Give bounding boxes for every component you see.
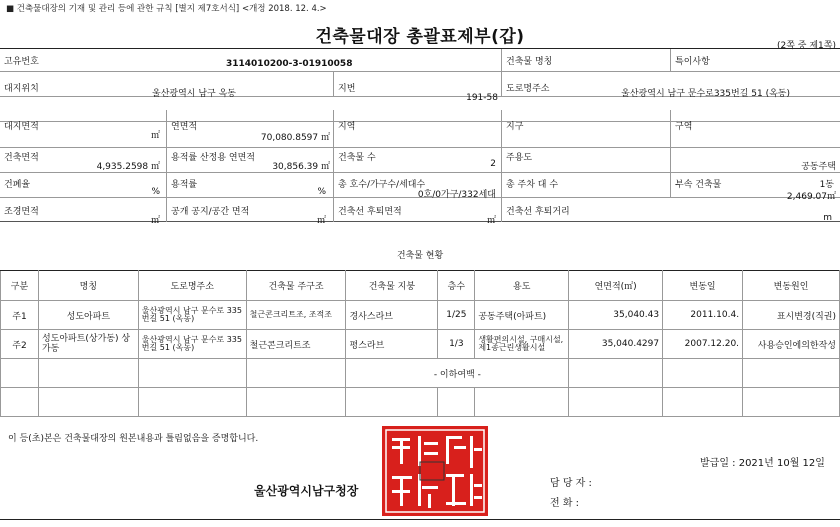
table-row (1, 359, 840, 388)
row-reason: 사용승인에의한작성 (743, 330, 840, 359)
site-location-value: 울산광역시 남구 옥동 (152, 89, 236, 99)
column-header: 건축물 주구조 (246, 271, 346, 301)
far-floor-area-value: 30,856.39 ㎡ (272, 162, 330, 172)
page-indicator: (2쪽 중 제1쪽) (777, 41, 836, 51)
road-address-value: 울산광역시 남구 문수로335번길 51 (옥동) (621, 89, 790, 99)
open-space-label: 공개 공지/공간 면적 (171, 207, 250, 217)
column-header: 연면적(㎡) (569, 271, 663, 301)
issuing-authority: 울산광역시남구청장 (254, 484, 359, 498)
phone-label: 전 화 : (550, 498, 580, 509)
parking-count-label: 총 주차 대 수 (506, 180, 559, 190)
manager-label: 담 당 자 : (550, 478, 592, 489)
row-address: 울산광역시 남구 문수로 335번길 51 (옥동) (138, 301, 246, 330)
table-row (1, 388, 840, 417)
site-location-label: 대지위치 (4, 84, 39, 94)
row-area: 35,040.43 (569, 301, 663, 330)
area-label: 구역 (675, 122, 693, 132)
households-label: 총 호수/가구수/세대수 (338, 180, 426, 190)
district-label: 지구 (506, 122, 524, 132)
table-row (1, 330, 840, 359)
legal-reference: ■ 건축물대장의 기재 및 관리 등에 관한 규칙 [별지 제7호서식] <개정 2018. 12. 4.> (6, 4, 327, 14)
building-status-table (0, 270, 840, 417)
certification-text: 이 등(초)본은 건축물대장의 원본내용과 틀림없음을 증명합니다. (8, 434, 259, 444)
special-notes-label: 특이사항 (675, 57, 710, 67)
document-title: 건축물대장 총괄표제부(갑) (315, 27, 525, 47)
column-header: 도로명주소 (138, 271, 246, 301)
row-area: 35,040.4297 (569, 330, 663, 359)
row-roof: 경사스라브 (346, 301, 438, 330)
annex-building-label: 부속 건축물 (675, 180, 722, 190)
total-floor-area-value: 70,080.8597 ㎡ (260, 133, 330, 143)
site-area-label: 대지면적 (4, 122, 39, 132)
lot-no-value: 191-58 (466, 93, 498, 103)
summary-grid (0, 48, 840, 232)
annex-building-area: 2,469.07㎡ (786, 192, 836, 202)
row-floors: 1/25 (438, 301, 475, 330)
building-area-value: 4,935.2598 ㎡ (96, 162, 160, 172)
status-section-title: 건축물 현황 (396, 251, 444, 261)
bottom-rule (0, 519, 840, 520)
table-row (1, 301, 840, 330)
landscape-area-unit: ㎡ (150, 216, 160, 226)
column-header: 명칭 (38, 271, 138, 301)
row-use: 생활편의시설, 구매시설, 제1종근린생활시설 (475, 330, 569, 359)
column-header: 변동일 (663, 271, 743, 301)
setback-distance-unit: m (823, 213, 832, 223)
lot-no-label: 지번 (338, 84, 356, 94)
unique-no-label: 고유번호 (4, 57, 39, 67)
column-header: 층수 (438, 271, 475, 301)
column-header: 변동원인 (743, 271, 840, 301)
end-of-list-marker: - 이하여백 - (346, 359, 569, 388)
far-floor-area-label: 용적률 산정용 연면적 (171, 153, 255, 163)
row-structure: 철근콘크리트조, 조적조 (246, 301, 346, 330)
row-date: 2007.12.20. (663, 330, 743, 359)
total-floor-area-label: 연면적 (171, 122, 198, 132)
open-space-unit: ㎡ (316, 216, 326, 226)
setback-distance-label: 건축선 후퇴거리 (506, 207, 570, 217)
zone-label: 지역 (338, 122, 356, 132)
row-roof: 평스라브 (346, 330, 438, 359)
table-header-row (1, 271, 840, 301)
coverage-ratio-label: 건폐율 (4, 180, 31, 190)
row-kind: 주2 (1, 330, 39, 359)
households-value: 0호/0가구/332세대 (417, 190, 496, 200)
row-address: 울산광역시 남구 문수로 335번길 51 (옥동) (138, 330, 246, 359)
row-date: 2011.10.4. (663, 301, 743, 330)
column-header: 용도 (475, 271, 569, 301)
row-name: 성도아파트 (38, 301, 138, 330)
column-header: 구분 (1, 271, 39, 301)
row-reason: 표시변경(직권) (743, 301, 840, 330)
floor-area-ratio-label: 용적률 (171, 180, 198, 190)
road-address-label: 도로명주소 (506, 84, 550, 94)
official-seal-icon (380, 424, 490, 518)
building-count-label: 건축물 수 (338, 153, 376, 163)
setback-area-label: 건축선 후퇴면적 (338, 207, 402, 217)
row-use: 공동주택(아파트) (475, 301, 569, 330)
row-name: 성도아파트(상가동) 상가동 (38, 330, 138, 359)
main-use-label: 주용도 (506, 153, 533, 163)
unique-no-value: 3114010200-3-01910058 (226, 59, 353, 69)
building-count-value: 2 (490, 159, 496, 169)
row-structure: 철근콘크리트조 (246, 330, 346, 359)
landscape-area-label: 조경면적 (4, 207, 39, 217)
issue-date: 발급일 : 2021년 10월 12일 (700, 458, 825, 469)
coverage-ratio-unit: % (151, 187, 160, 197)
building-name-label: 건축물 명칭 (506, 57, 553, 67)
row-kind: 주1 (1, 301, 39, 330)
row-floors: 1/3 (438, 330, 475, 359)
floor-area-ratio-unit: % (317, 187, 326, 197)
building-area-label: 건축면적 (4, 153, 39, 163)
setback-area-unit: ㎡ (486, 216, 496, 226)
main-use-value: 공동주택 (801, 162, 836, 172)
annex-building-count: 1동 (819, 180, 834, 190)
column-header: 건축물 지붕 (346, 271, 438, 301)
site-area-unit: ㎡ (150, 131, 160, 141)
